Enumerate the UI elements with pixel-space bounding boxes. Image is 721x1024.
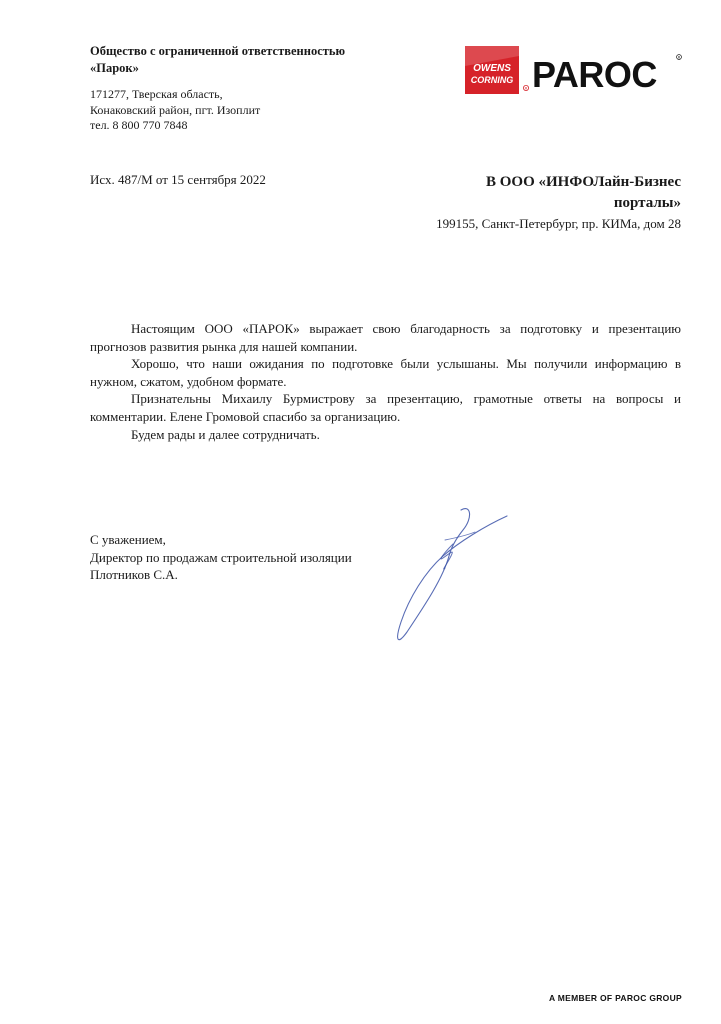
sender-company	[90, 43, 345, 77]
signer-position: Директор по продажам строительной изоляции	[90, 549, 352, 565]
closing-block	[90, 531, 352, 584]
recipient-name-line1: В ООО «ИНФОЛайн-Бизнес	[485, 174, 681, 190]
owens-corning-paroc-logo	[463, 42, 683, 98]
logo-owens-text: OWENS	[473, 63, 511, 74]
closing-regards: С уважением,	[90, 532, 166, 547]
logo-corning-text: CORNING	[470, 75, 514, 85]
recipient-name-line2: порталы»	[613, 195, 681, 211]
body-paragraph: Хорошо, что наши ожидания по подготовке были услышаны. Мы получили информацию в нужном, сжатом, удобном формате.	[90, 356, 681, 389]
sender-address	[90, 87, 260, 134]
signer-name: Плотников С.А.	[90, 567, 178, 583]
recipient-address: 199155, Санкт-Петербург, пр. КИМа, дом 28	[436, 216, 681, 231]
recipient-block	[436, 172, 681, 232]
sender-address-line1: 171277, Тверская область,	[90, 87, 223, 101]
sender-phone: тел. 8 800 770 7848	[90, 118, 188, 132]
body-paragraph: Настоящим ООО «ПАРОК» выражает свою благодарность за подготовку и презентацию прогнозов развития рынка для нашей компании.	[90, 321, 681, 354]
svg-text:R: R	[677, 55, 681, 60]
logo-paroc-text: PAROC	[532, 54, 657, 95]
svg-text:R: R	[524, 86, 528, 91]
letter-body	[90, 320, 681, 443]
outgoing-reference: Исх. 487/М от 15 сентября 2022	[90, 172, 266, 187]
body-paragraph: Признательны Михаилу Бурмистрову за презентацию, грамотные ответы на вопросы и комментарии. Елене Громовой спасибо за организацию.	[90, 391, 681, 424]
sender-address-line2: Конаковский район, пгт. Изоплит	[90, 102, 261, 117]
footer-group-member: A MEMBER OF PAROC GROUP	[549, 993, 682, 1003]
body-paragraph: Будем рады и далее сотрудничать.	[131, 426, 320, 442]
sender-company-line1: Общество с ограниченной ответственностью	[90, 44, 346, 58]
sender-company-line2: «Парок»	[90, 61, 139, 75]
handwritten-signature	[385, 500, 515, 650]
